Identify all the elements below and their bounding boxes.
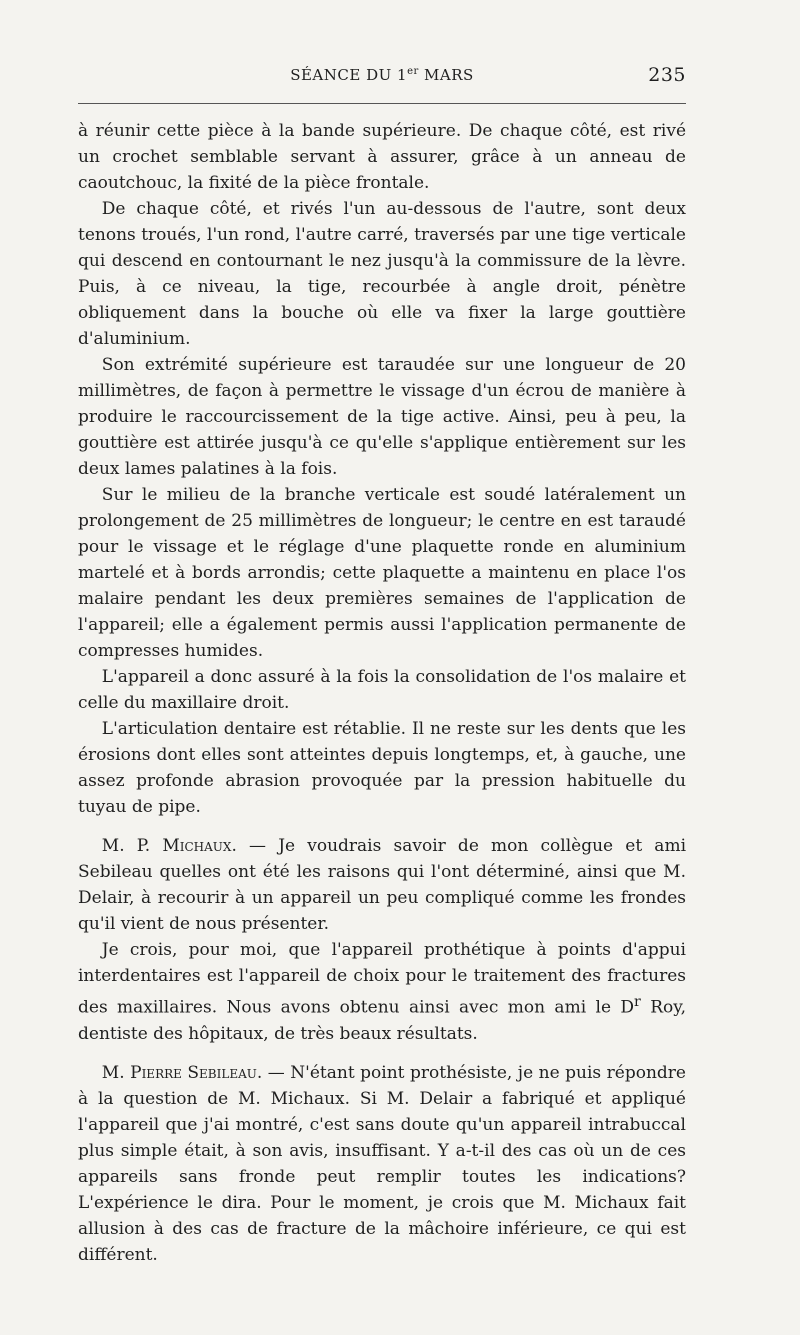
- ordinal-superscript: er: [407, 66, 419, 77]
- speaker-name: Pierre Sebileau.: [130, 1062, 263, 1083]
- paragraph: L'appareil a donc assuré à la fois la consolidation de l'os malaire et celle du maxillaire droit.: [78, 667, 686, 713]
- speech-sebileau: [78, 1060, 686, 1268]
- page-number: 235: [648, 64, 686, 86]
- body-text: [78, 118, 686, 1268]
- paragraph: Sur le milieu de la branche verticale est soudé latéralement un prolongement de 25 millimètres de longueur; le centre en est taraudé pour le vissage et le réglage d'une plaquette ronde en aluminium martelé et à bords arrondis; cette plaquette a maintenu en place l'os malaire pendant les deux premières semaines de l'application de l'appareil; elle a également permis aussi l'application permanente de compresses humides.: [78, 485, 686, 661]
- speech-text: — N'étant point prothésiste, je ne puis répondre à la question de M. Michaux. Si M. Delair a fabriqué et appliqué l'appareil que j'ai montré, c'est sans doute qu'un appareil intrabuccal plus simple était, à son avis, insuffisant. Y a-t-il des cas où un de ces appareils sans fronde peut remplir toutes les indications? L'expérience le dira. Pour le moment, je crois que M. Michaux fait allusion à des cas de fracture de la mâchoire inférieure, ce qui est différent.: [78, 1062, 686, 1265]
- paragraph-continued: à réunir cette pièce à la bande supérieure. De chaque côté, est rivé un crochet semblable servant à assurer, grâce à un anneau de caoutchouc, la fixité de la pièce frontale.: [78, 121, 686, 193]
- page-header: [78, 66, 686, 96]
- speaker-prefix: M. P.: [101, 836, 163, 856]
- paragraph: Son extrémité supérieure est taraudée sur une longueur de 20 millimètres, de façon à permettre le vissage d'un écrou de manière à produire le raccourcissement de la tige active. Ainsi, peu à peu, la gouttière est attirée jusqu'à ce qu'elle s'applique entièrement sur les deux lames palatines à la fois.: [78, 355, 686, 479]
- speech-michaux: [78, 833, 686, 937]
- speech-michaux-continued: Je crois, pour moi, que l'appareil prothétique à points d'appui interdentaires est l'appareil de choix pour le traitement des fractures des maxillaires. Nous avons obtenu ainsi avec mon ami le $D^r$ Roy, dentiste des hôpitaux, de très beaux résultats.: [78, 940, 686, 1044]
- paragraph: De chaque côté, et rivés l'un au-dessous de l'autre, sont deux tenons troués, l'un rond, l'autre carré, traversés par une tige verticale qui descend en contournant le nez jusqu'à la commissure de la lèvre. Puis, à ce niveau, la tige, recourbée à angle droit, pénètre obliquement dans la bouche où elle va fixer la large gouttière d'aluminium.: [78, 199, 686, 349]
- running-title: SÉANCE DU 1er MARS: [290, 66, 474, 84]
- header-rule: [78, 103, 686, 104]
- speaker-prefix: M.: [101, 1062, 131, 1083]
- paragraph: L'articulation dentaire est rétablie. Il ne reste sur les dents que les érosions dont elles sont atteintes depuis longtemps, et, à gauche, une assez profonde abrasion provoquée par la pression habituelle du tuyau de pipe.: [78, 719, 686, 817]
- speech-text: — Je voudrais savoir de mon collègue et ami Sebileau quelles ont été les raisons qui l'ont déterminé, ainsi que M. Delair, à recourir à un appareil un peu compliqué comme les frondes qu'il vient de nous présenter.: [78, 836, 687, 934]
- speaker-name: Michaux.: [162, 836, 237, 856]
